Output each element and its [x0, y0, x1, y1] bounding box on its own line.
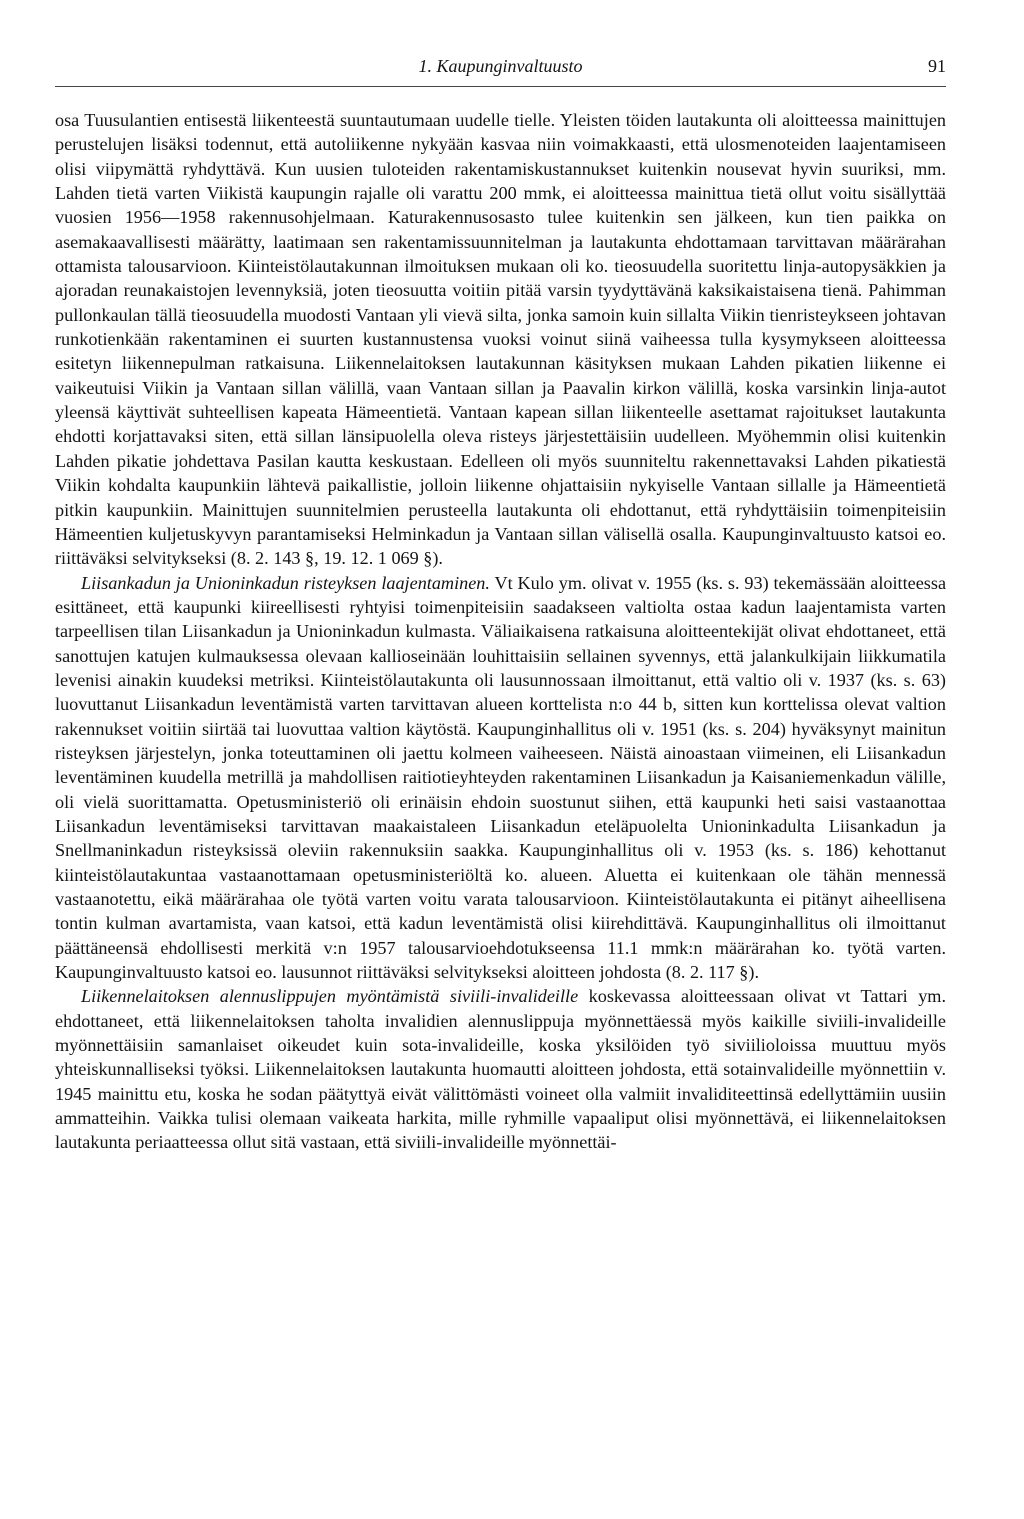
paragraph	[55, 108, 946, 571]
paragraph-text: koskevassa aloitteessaan olivat vt Tattari ym. ehdottaneet, että liikennelaitoksen taholta invalidien alennuslippuja myönnettäessä myös kaikille siviili-invalideille myönnettäisiin samanlaiset oikeudet kuin sota-invalideille, koska yksilöiden työ siviilioloissa muuttuu myös yhteiskunnalliseksi työksi. Liikennelaitoksen lautakunta huomautti aloitteen johdosta, että sotainvalideille myönnettiin v. 1945 mainittu etu, koska he sodan päätyttyä eivät välittömästi voineet olla valmiit invaliditeettinsä edellyttämiin uusiin ammatteihin. Vaikka tulisi olemaan vaikeata harkita, mille ryhmille vapaaliput olisi myönnettävä, ei liikennelaitoksen lautakunta periaatteessa ollut sitä vastaan, että siviili-invalideille myönnettäi-	[55, 986, 946, 1153]
page-number: 91	[928, 56, 946, 76]
header-rule	[55, 86, 946, 87]
paragraph	[55, 571, 946, 985]
body-text	[55, 108, 946, 1155]
paragraph-heading: Liisankadun ja Unioninkadun risteyksen laajentaminen.	[81, 572, 490, 593]
running-head	[55, 54, 946, 78]
paragraph-text: Vt Kulo ym. olivat v. 1955 (ks. s. 93) tekemässään aloitteessa esittäneet, että kaupunki kiireellisesti ryhtyisi toimenpiteisiin saadakseen valtiolta ostaa kadun laajentamista varten tarpeellisen tilan Liisankadun ja Unioninkadun kulmasta. Väliaikaisena ratkaisuna aloitteentekijät olivat ehdottaneet, että sanottujen katujen kulmauksessa olevaan kallioseinään louhittaisiin sellainen syvennys, että jalankulkijain liikkumatila levenisi ainakin kuudeksi metriksi. Kiinteistölautakunta oli lausunnossaan ilmoittanut, että valtio oli v. 1937 (ks. s. 63) luovuttanut Liisankadun leventämistä varten tarvittavan alueen korttelista n:o 44 b, sitten kun korttelissa olevat valtion rakennukset voitiin siirtää tai luovuttaa valtion käytöstä. Kaupunginhallitus oli v. 1951 (ks. s. 204) hyväksynyt mainitun risteyksen järjestelyn, jonka toteuttaminen oli jaettu kolmeen vaiheeseen. Näistä ainoastaan viimeinen, eli Liisankadun leventäminen kuudella metrillä ja mahdollisen raitiotieyhteyden rakentaminen Liisankadun ja Kaisaniemenkadun välille, oli vielä suorittamatta. Opetusministeriö oli erinäisin ehdoin suostunut siihen, että kaupunki heti saisi vastaanottaa Liisankadun leventämiseksi tarvittavan maakaistaleen Liisankadun eteläpuolelta Unioninkadulta Liisankadun ja Snellmaninkadun risteyksissä oleviin rakennuksiin saakka. Kaupunginhallitus oli v. 1953 (ks. s. 186) kehottanut kiinteistölautakuntaa vastaanottamaan opetusministeriöltä ko. alueen. Aluetta ei kuitenkaan ole tähän mennessä vastaanotettu, eikä määrärahaa ole työtä varten voitu varata talousarvioon. Kiinteistölautakunta ei pitänyt aiheellisena tontin kulman avartamista, vaan katsoi, että kadun leventämistä olisi kiirehdittävä. Kaupunginhallitus oli ilmoittanut päättäneensä ehdollisesti merkitä v:n 1957 talousarvioehdotukseensa 11.1 mmk:n määrärahan ko. työtä varten. Kaupunginvaltuusto katsoi eo. lausunnot riittäväksi selvitykseksi aloitteen johdosta (8. 2. 117 §).	[55, 572, 947, 983]
paragraph-text: osa Tuusulantien entisestä liikenteestä suuntautumaan uudelle tielle. Yleisten töiden lautakunta oli aloitteessa mainittujen perustelujen lisäksi todennut, että autoliikenne nykyään kasvaa niin voimakkaasti, että ulosmenoteiden laajentamiseen olisi viipymättä ryhdyttävä. Kun uusien tuloteiden rakentamiskustannukset kuitenkin nousevat hyvin suuriksi, mm. Lahden tietä varten Viikistä kaupungin rajalle oli varattu 200 mmk, ei aloitteessa mainittua tietä ollut voitu sisällyttää vuosien 1956—1958 rakennusohjelmaan. Katurakennusosasto tulee kuitenkin sen jälkeen, kun tien paikka on asemakaavallisesti määrätty, laatimaan sen rakentamissuunnitelman ja lautakunta ehdottamaan tarvittavan määrärahan ottamista talousarvioon. Kiinteistölautakunnan ilmoituksen mukaan oli ko. tieosuudella suoritettu linja-autopysäkkien ja ajoradan reunakaistojen levennyksiä, joten tieosuutta voitiin pitää varsin tyydyttävänä kaksikaistaisena tienä. Pahimman pullonkaulan tällä tieosuudella muodosti Vantaan yli vievä silta, jonka samoin kuin sillalta Viikin tienristeykseen johtavan runkotienkään rakentaminen ei suurten kustannustensa vuoksi voinut siinä vaiheessa tulla kysymykseen aloitteessa esitetyn liikennepulman ratkaisuna. Liikennelaitoksen lautakunnan käsityksen mukaan Lahden pikatien liikenne ei vaikeutuisi Viikin ja Vantaan sillan välillä, vaan Vantaan sillan ja Paavalin kirkon välillä, koska varsinkin linja-autot yleensä käyttivät suhteellisen kapeata Hämeentietä. Vantaan kapean sillan liikenteelle asettamat rajoitukset lautakunta ehdotti korjattavaksi siten, että sillan länsipuolella oleva risteys järjestettäisiin uudelleen. Myöhemmin olisi kuitenkin Lahden pikatie johdettava Pasilan kautta keskustaan. Edelleen oli myös suunniteltu rakennettavaksi Lahden pikatiestä Viikin kohdalta kaupunkiin lähtevä paikallistie, jolloin liikenne ohjattaisiin nykyiselle Vantaan sillalle ja Hämeentietä pitkin kaupunkiin. Mainittujen suunnitelmien perusteella lautakunta oli ehdottanut, että ryhdyttäisiin toimenpiteisiin Hämeentien kuljetuskyvyn parantamiseksi Helminkadun ja Vantaan sillan välisellä osalla. Kaupunginvaltuusto katsoi eo. riittäväksi selvitykseksi (8. 2. 143 §, 19. 12. 1 069 §).	[55, 110, 946, 569]
running-title: 1. Kaupunginvaltuusto	[418, 56, 583, 76]
paragraph-heading: Liikennelaitoksen alennuslippujen myöntämistä siviili-invalideille	[81, 986, 579, 1007]
paragraph	[55, 984, 946, 1154]
